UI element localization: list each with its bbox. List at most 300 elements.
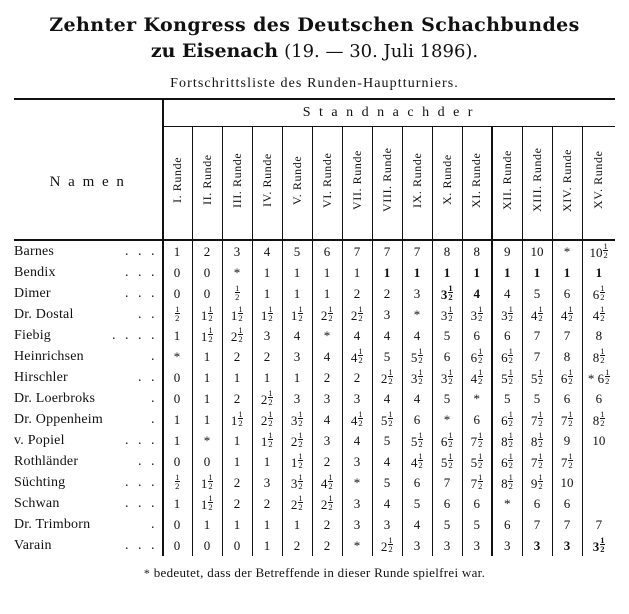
score-cell: * (222, 262, 252, 283)
score-cell: 4 $\frac{1}{2}$ (522, 304, 552, 325)
progress-table (14, 100, 615, 557)
column-header-round-7: VII. Runde (342, 127, 372, 241)
score-cell: 0 (222, 535, 252, 556)
score-cell: 1 (252, 262, 282, 283)
score-cell: 6 $\frac{1}{2}$ (492, 409, 522, 430)
score-cell: 5 $\frac{1}{2}$ (402, 430, 432, 451)
asterisk-icon: * (143, 566, 151, 580)
score-cell: 1 (282, 514, 312, 535)
score-cell: 1 $\frac{1}{2}$ (252, 304, 282, 325)
score-cell: 3 (462, 535, 492, 556)
column-header-round-4: IV. Runde (252, 127, 282, 241)
score-cell: 4 (312, 346, 342, 367)
score-cell: 1 $\frac{1}{2}$ (192, 472, 222, 493)
score-cell: 3 $\frac{1}{2}$ (432, 283, 462, 304)
score-cell: 4 (402, 325, 432, 346)
score-cell: 0 (162, 262, 192, 283)
score-cell: 2 $\frac{1}{2}$ (222, 325, 252, 346)
score-cell: 6 (402, 409, 432, 430)
player-name-cell (14, 283, 162, 304)
score-cell: 1 (582, 262, 615, 283)
leader-dots: . . . . (112, 327, 158, 343)
score-cell: 3 $\frac{1}{2}$ (282, 409, 312, 430)
player-name-cell (14, 346, 162, 367)
leader-dots: . (151, 411, 158, 427)
score-cell: 6 $\frac{1}{2}$ (462, 346, 492, 367)
score-cell: 7 (582, 514, 615, 535)
player-name: Dimer (14, 285, 51, 301)
score-cell: 1 (282, 262, 312, 283)
score-cell: 6 (492, 514, 522, 535)
player-name: Heinrichsen (14, 348, 84, 364)
score-cell: 6 (492, 325, 522, 346)
score-cell: 0 (192, 535, 222, 556)
score-cell: 4 (342, 430, 372, 451)
player-name-cell (14, 451, 162, 472)
table-row (14, 367, 615, 388)
table-row (14, 535, 615, 556)
score-cell: 6 $\frac{1}{2}$ (582, 283, 615, 304)
column-header-round-12: XII. Runde (492, 127, 522, 241)
score-cell (582, 493, 615, 514)
score-cell: 10 (552, 472, 582, 493)
leader-dots: . . (138, 306, 158, 322)
column-header-round-10: X. Runde (432, 127, 462, 241)
score-cell: 8 $\frac{1}{2}$ (582, 346, 615, 367)
score-cell: 5 (432, 388, 462, 409)
score-cell: 1 (162, 409, 192, 430)
score-cell: 4 (372, 493, 402, 514)
score-cell: 2 (192, 240, 222, 262)
score-cell: 1 (552, 262, 582, 283)
table-row (14, 493, 615, 514)
score-cell: 0 (162, 283, 192, 304)
score-cell: 1 (402, 262, 432, 283)
player-name-cell (14, 430, 162, 451)
score-cell: 8 $\frac{1}{2}$ (582, 409, 615, 430)
score-cell: * (492, 493, 522, 514)
score-cell: 2 (222, 493, 252, 514)
score-cell: 8 (462, 240, 492, 262)
player-name-cell (14, 262, 162, 283)
score-cell: 2 (372, 283, 402, 304)
score-cell: 5 (282, 240, 312, 262)
title-place: zu Eisenach (150, 39, 279, 62)
score-cell: 4 (372, 451, 402, 472)
score-cell: * (342, 472, 372, 493)
player-name: Dr. Trimborn (14, 516, 91, 532)
score-cell: 1 (222, 430, 252, 451)
leader-dots: . . . (125, 285, 158, 301)
score-cell: 7 $\frac{1}{2}$ (522, 409, 552, 430)
score-cell: 1 (312, 262, 342, 283)
score-cell: 6 (402, 472, 432, 493)
score-cell: 2 (222, 346, 252, 367)
column-header-round-3: III. Runde (222, 127, 252, 241)
column-header-round-6: VI. Runde (312, 127, 342, 241)
score-cell: 1 (222, 451, 252, 472)
player-name: Dr. Dostal (14, 306, 74, 322)
leader-dots: . . (138, 453, 158, 469)
score-cell: * (192, 430, 222, 451)
score-cell (582, 472, 615, 493)
score-cell: 4 (372, 388, 402, 409)
score-cell: * (402, 304, 432, 325)
table-row (14, 325, 615, 346)
score-cell: 6 (522, 493, 552, 514)
player-name-cell (14, 409, 162, 430)
score-cell: 6 $\frac{1}{2}$ (432, 430, 462, 451)
score-cell: 1 (222, 367, 252, 388)
score-cell: 2 $\frac{1}{2}$ (282, 430, 312, 451)
score-cell: 1 (192, 367, 222, 388)
score-cell: 1 (522, 262, 552, 283)
score-cell: 3 (282, 346, 312, 367)
score-cell: 1 (162, 430, 192, 451)
score-cell: 1 (252, 514, 282, 535)
score-cell: 0 (162, 367, 192, 388)
score-cell: 2 $\frac{1}{2}$ (372, 535, 402, 556)
player-name: Hirschler (14, 369, 68, 385)
player-name-cell (14, 535, 162, 556)
score-cell: 3 (222, 240, 252, 262)
score-cell: 4 (372, 325, 402, 346)
leader-dots: . . . (125, 243, 158, 259)
score-cell: 3 $\frac{1}{2}$ (432, 304, 462, 325)
score-cell: 3 (492, 535, 522, 556)
score-cell: 4 $\frac{1}{2}$ (342, 346, 372, 367)
score-cell: 2 $\frac{1}{2}$ (372, 367, 402, 388)
leader-dots: . (151, 516, 158, 532)
score-cell: 6 (432, 346, 462, 367)
score-cell: 1 (192, 346, 222, 367)
column-header-round-11: XI. Runde (462, 127, 492, 241)
score-cell: 1 (192, 388, 222, 409)
score-cell: 1 (252, 451, 282, 472)
score-cell: 5 (432, 325, 462, 346)
score-cell: 2 (312, 367, 342, 388)
score-cell: 5 (522, 388, 552, 409)
score-cell: 4 $\frac{1}{2}$ (402, 451, 432, 472)
score-cell: 4 (312, 409, 342, 430)
score-cell: 7 $\frac{1}{2}$ (552, 409, 582, 430)
score-cell: 4 (342, 325, 372, 346)
score-cell: 4 (282, 325, 312, 346)
table-row (14, 262, 615, 283)
score-cell: 0 (192, 283, 222, 304)
score-cell: 6 (312, 240, 342, 262)
score-cell: 2 $\frac{1}{2}$ (312, 493, 342, 514)
title-dates: (19. — 30. Juli 1896). (284, 40, 479, 62)
score-cell: 1 $\frac{1}{2}$ (282, 451, 312, 472)
leader-dots: . . . (125, 264, 158, 280)
player-name-cell (14, 325, 162, 346)
score-cell: 3 (312, 430, 342, 451)
score-cell: 7 (522, 346, 552, 367)
score-cell: 4 $\frac{1}{2}$ (552, 304, 582, 325)
score-cell: 3 (312, 388, 342, 409)
score-cell: 0 (192, 451, 222, 472)
score-cell: 3 (342, 388, 372, 409)
score-cell: 2 $\frac{1}{2}$ (252, 409, 282, 430)
score-cell: 6 (462, 325, 492, 346)
score-cell: 5 (492, 388, 522, 409)
score-cell: 1 (252, 535, 282, 556)
score-cell: 6 (552, 493, 582, 514)
score-cell: 8 (582, 325, 615, 346)
score-cell: 7 $\frac{1}{2}$ (462, 472, 492, 493)
score-cell: 3 (552, 535, 582, 556)
score-cell: 1 (162, 493, 192, 514)
score-cell: 1 $\frac{1}{2}$ (192, 325, 222, 346)
player-name: Fiebig (14, 327, 51, 343)
score-cell: 7 (522, 514, 552, 535)
score-cell: 3 $\frac{1}{2}$ (492, 304, 522, 325)
score-cell: * (312, 325, 342, 346)
column-header-names: N a m e n (14, 127, 162, 241)
score-cell: 8 $\frac{1}{2}$ (492, 430, 522, 451)
score-cell: * (162, 346, 192, 367)
score-cell (582, 451, 615, 472)
score-cell: $\frac{1}{2}$ (222, 283, 252, 304)
player-name: Süchting (14, 474, 66, 490)
score-cell: 2 (342, 367, 372, 388)
score-cell: 0 (162, 535, 192, 556)
score-cell: 1 (372, 262, 402, 283)
score-cell: 1 $\frac{1}{2}$ (252, 430, 282, 451)
score-cell: 1 (162, 240, 192, 262)
group-header-spacer (14, 100, 162, 127)
score-cell: 1 (282, 367, 312, 388)
score-cell: 6 (432, 493, 462, 514)
score-cell: 1 (342, 262, 372, 283)
score-cell: 2 (222, 472, 252, 493)
score-cell: 10 (522, 240, 552, 262)
table-footnote (14, 565, 615, 581)
score-cell: 2 (312, 514, 342, 535)
page-subtitle-line (14, 40, 615, 64)
score-cell: 6 $\frac{1}{2}$ (552, 367, 582, 388)
score-cell: 10 (582, 430, 615, 451)
score-cell: 3 (342, 493, 372, 514)
score-cell: 3 $\frac{1}{2}$ (432, 367, 462, 388)
score-cell: 5 (432, 514, 462, 535)
table-row (14, 304, 615, 325)
score-cell: 5 (522, 283, 552, 304)
score-cell: 3 (522, 535, 552, 556)
score-cell: 3 $\frac{1}{2}$ (282, 472, 312, 493)
table-row (14, 409, 615, 430)
score-cell: 1 (252, 367, 282, 388)
score-cell: 2 (342, 283, 372, 304)
score-cell: 5 (372, 430, 402, 451)
score-cell: 3 $\frac{1}{2}$ (462, 304, 492, 325)
score-cell: 7 (432, 472, 462, 493)
score-cell: 2 (222, 388, 252, 409)
score-cell: 3 (372, 304, 402, 325)
score-cell: 4 (402, 388, 432, 409)
score-cell: 8 (432, 240, 462, 262)
score-cell: 3 (342, 514, 372, 535)
score-cell: 3 (342, 451, 372, 472)
score-cell: 2 $\frac{1}{2}$ (312, 304, 342, 325)
score-cell: 0 (162, 451, 192, 472)
player-name: Schwan (14, 495, 60, 511)
column-header-round-5: V. Runde (282, 127, 312, 241)
score-cell: 7 (552, 325, 582, 346)
score-cell: 0 (162, 388, 192, 409)
score-cell: * (342, 535, 372, 556)
table-body (14, 240, 615, 556)
score-cell: 4 $\frac{1}{2}$ (342, 409, 372, 430)
score-cell: 4 $\frac{1}{2}$ (462, 367, 492, 388)
player-name-cell (14, 367, 162, 388)
score-cell: 1 $\frac{1}{2}$ (192, 304, 222, 325)
score-cell: 2 (252, 493, 282, 514)
score-cell: 1 (462, 262, 492, 283)
score-cell: 3 $\frac{1}{2}$ (582, 535, 615, 556)
score-cell: * (432, 409, 462, 430)
score-cell: * (552, 240, 582, 262)
player-name-cell (14, 304, 162, 325)
score-cell: 0 (162, 514, 192, 535)
score-cell: 4 (402, 514, 432, 535)
column-header-round-8: VIII. Runde (372, 127, 402, 241)
column-header-round-1: I. Runde (162, 127, 192, 241)
score-cell: $\frac{1}{2}$ (162, 304, 192, 325)
score-cell: 9 $\frac{1}{2}$ (522, 472, 552, 493)
player-name: Dr. Oppenheim (14, 411, 103, 427)
column-header-round-14: XIV. Runde (552, 127, 582, 241)
score-cell: 3 $\frac{1}{2}$ (402, 367, 432, 388)
score-cell: 2 (312, 535, 342, 556)
group-header-stand: S t a n d n a c h d e r (162, 100, 615, 127)
score-cell: 6 (582, 388, 615, 409)
table-row (14, 430, 615, 451)
score-cell: 5 $\frac{1}{2}$ (372, 409, 402, 430)
player-name: Barnes (14, 243, 55, 259)
score-cell: 7 (522, 325, 552, 346)
score-cell: * 6 $\frac{1}{2}$ (582, 367, 615, 388)
score-cell: 1 $\frac{1}{2}$ (222, 409, 252, 430)
score-cell: 7 $\frac{1}{2}$ (552, 451, 582, 472)
score-cell: 1 (252, 283, 282, 304)
score-cell: 2 $\frac{1}{2}$ (342, 304, 372, 325)
score-cell: 9 (492, 240, 522, 262)
score-cell: 1 $\frac{1}{2}$ (282, 304, 312, 325)
score-cell: 3 (252, 325, 282, 346)
score-cell: 1 (312, 283, 342, 304)
score-cell: 3 (372, 514, 402, 535)
score-cell: 4 (492, 283, 522, 304)
score-cell: 7 (342, 240, 372, 262)
score-cell: 1 (162, 325, 192, 346)
table-caption: Fortschrittsliste des Runden-Hauptturniers. (170, 75, 459, 91)
score-cell: 6 (462, 409, 492, 430)
score-cell: 4 $\frac{1}{2}$ (582, 304, 615, 325)
leader-dots: . . . (125, 537, 158, 553)
score-cell: 8 $\frac{1}{2}$ (522, 430, 552, 451)
column-header-round-13: XIII. Runde (522, 127, 552, 241)
score-cell: 2 $\frac{1}{2}$ (252, 388, 282, 409)
table-row (14, 472, 615, 493)
column-header-round-15: XV. Runde (582, 127, 615, 241)
score-cell: 2 $\frac{1}{2}$ (282, 493, 312, 514)
player-name: Dr. Loerbroks (14, 390, 96, 406)
score-cell: 6 (552, 388, 582, 409)
score-cell: 9 (552, 430, 582, 451)
score-cell: 3 (402, 283, 432, 304)
score-cell: 8 (552, 346, 582, 367)
table-header-row (14, 127, 615, 241)
leader-dots: . (151, 390, 158, 406)
leader-dots: . . . (125, 432, 158, 448)
score-cell: 5 $\frac{1}{2}$ (402, 346, 432, 367)
score-cell: * (462, 388, 492, 409)
score-cell: 5 (372, 346, 402, 367)
score-cell: 2 (252, 346, 282, 367)
player-name-cell (14, 514, 162, 535)
score-cell: 5 (402, 493, 432, 514)
score-cell: 7 (402, 240, 432, 262)
leader-dots: . . . (125, 495, 158, 511)
player-name-cell (14, 240, 162, 262)
leader-dots: . . (138, 369, 158, 385)
score-cell: 7 $\frac{1}{2}$ (522, 451, 552, 472)
score-cell: 3 (402, 535, 432, 556)
score-cell: 1 (492, 262, 522, 283)
score-cell: 5 (372, 472, 402, 493)
score-cell: 1 (222, 514, 252, 535)
table-row (14, 283, 615, 304)
score-cell: 5 $\frac{1}{2}$ (522, 367, 552, 388)
column-header-round-9: IX. Runde (402, 127, 432, 241)
footnote-text: bedeutet, dass der Betreffende in dieser Runde spielfrei war. (153, 565, 486, 580)
score-cell: $\frac{1}{2}$ (162, 472, 192, 493)
score-cell: 1 (282, 283, 312, 304)
player-name: Rothländer (14, 453, 79, 469)
score-cell: 7 $\frac{1}{2}$ (462, 430, 492, 451)
table-row (14, 346, 615, 367)
score-cell: 8 $\frac{1}{2}$ (492, 472, 522, 493)
score-cell: 1 (432, 262, 462, 283)
score-cell: 5 (462, 514, 492, 535)
player-name-cell (14, 493, 162, 514)
player-name: Bendix (14, 264, 56, 280)
score-cell: 6 (552, 283, 582, 304)
score-cell: 1 $\frac{1}{2}$ (192, 493, 222, 514)
score-cell: 3 (432, 535, 462, 556)
score-cell: 7 (372, 240, 402, 262)
table-row (14, 451, 615, 472)
score-cell: 6 $\frac{1}{2}$ (492, 346, 522, 367)
score-cell: 10 $\frac{1}{2}$ (582, 240, 615, 262)
player-name: Varain (14, 537, 52, 553)
table-row (14, 388, 615, 409)
score-cell: 1 (192, 514, 222, 535)
score-cell: 5 $\frac{1}{2}$ (462, 451, 492, 472)
player-name: v. Popiel (14, 432, 65, 448)
score-cell: 2 (312, 451, 342, 472)
score-cell: 3 (252, 472, 282, 493)
leader-dots: . . . (125, 474, 158, 490)
player-name-cell (14, 388, 162, 409)
score-cell: 4 $\frac{1}{2}$ (312, 472, 342, 493)
table-row (14, 240, 615, 262)
score-cell: 7 (552, 514, 582, 535)
player-name-cell (14, 472, 162, 493)
score-cell: 1 $\frac{1}{2}$ (222, 304, 252, 325)
